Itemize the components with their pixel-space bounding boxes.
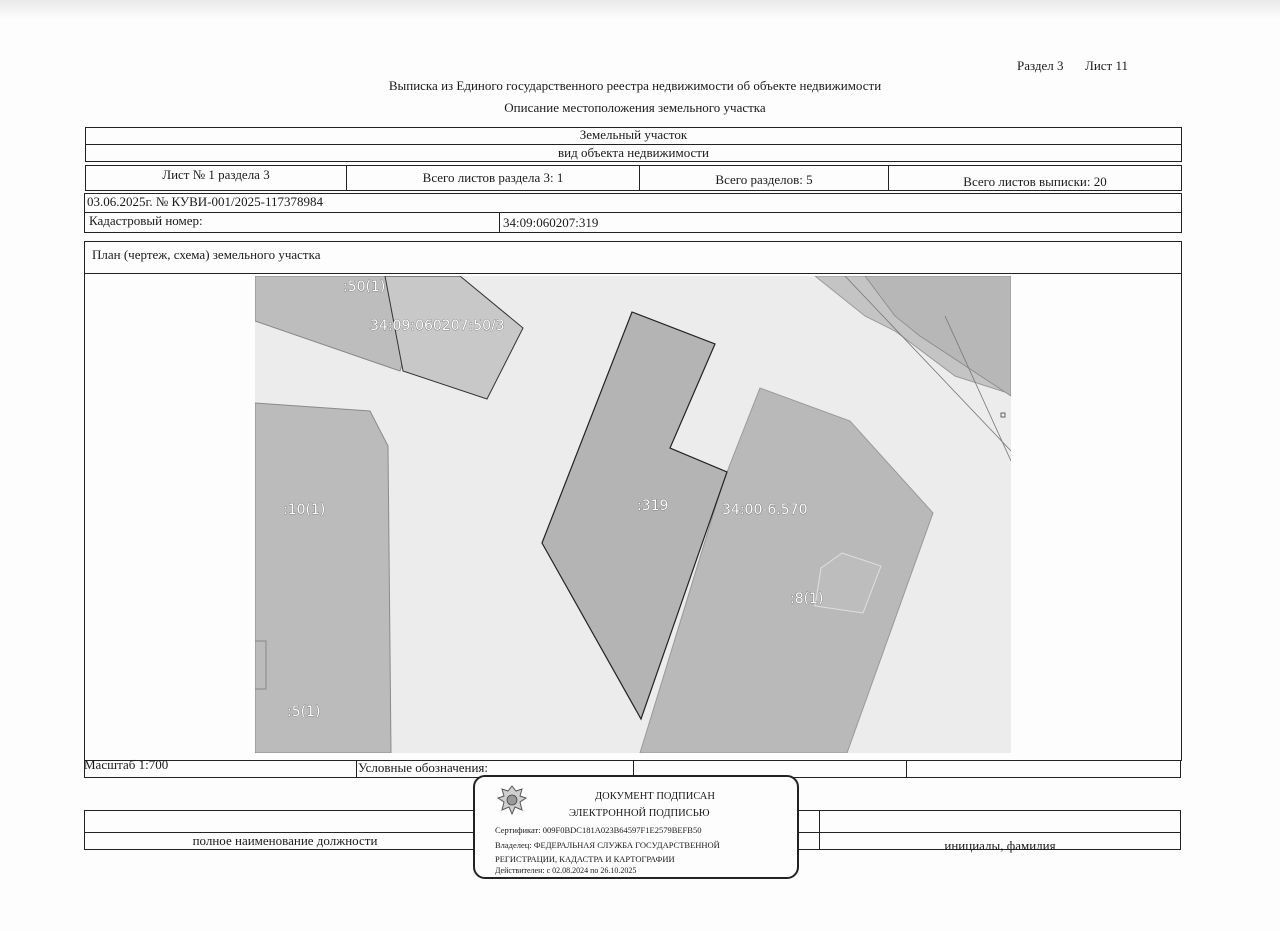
object-type-caption: вид объекта недвижимости xyxy=(558,145,709,160)
label-parcel-50-full: 34:09:060207:50/3 xyxy=(370,318,505,334)
label-zone: 34:00-6.570 xyxy=(722,502,808,518)
scan-edge xyxy=(0,0,1280,20)
sheet-number: Лист № 1 раздела 3 xyxy=(162,167,270,182)
label-parcel-10: :10(1) xyxy=(283,502,326,518)
position-caption: полное наименование должности xyxy=(192,833,378,848)
stamp-line2: ЭЛЕКТРОННОЙ ПОДПИСЬЮ xyxy=(569,808,710,819)
stamp-validity: Действителен: с 02.08.2024 по 26.10.2025 xyxy=(495,866,637,875)
stamp-certificate: Сертификат: 009F0BDC181A023B64597F1E2579BEFB50 xyxy=(495,825,702,835)
label-parcel-5: :5(1) xyxy=(287,704,321,720)
legend-label: Условные обозначения: xyxy=(358,760,489,775)
object-type-value: Земельный участок xyxy=(579,127,688,142)
record-date-number: 03.06.2025г. № КУВИ-001/2025-117378984 xyxy=(87,194,323,209)
scale-label: Масштаб 1:700 xyxy=(84,757,169,772)
cadastral-label: Кадастровый номер: xyxy=(89,213,203,228)
section-label: Раздел 3 xyxy=(1017,58,1064,73)
label-parcel-8: :8(1) xyxy=(790,591,824,607)
sheets-in-section: Всего листов раздела 3: 1 xyxy=(422,170,564,185)
stamp-line1: ДОКУМЕНТ ПОДПИСАН xyxy=(595,791,715,802)
document-subtitle: Описание местоположения земельного участка xyxy=(504,100,766,115)
cadastral-value: 34:09:060207:319 xyxy=(503,215,599,230)
total-sections: Всего разделов: 5 xyxy=(715,172,813,187)
sheet-info-row xyxy=(85,165,1182,191)
label-parcel-50: :50(1) xyxy=(343,279,386,295)
document-title: Выписка из Единого государственного реестра недвижимости об объекте недвижимости xyxy=(388,78,882,93)
cadastral-map xyxy=(255,276,1011,753)
stamp-owner-line2: РЕГИСТРАЦИИ, КАДАСТРА И КАРТОГРАФИИ xyxy=(495,854,675,864)
stamp-owner-line1: Владелец: ФЕДЕРАЛЬНАЯ СЛУЖБА ГОСУДАРСТВЕННОЙ xyxy=(495,840,720,850)
e-signature-stamp xyxy=(473,775,799,879)
coat-of-arms-icon xyxy=(495,783,529,817)
sheet-label: Лист 11 xyxy=(1085,58,1128,73)
name-caption: инициалы, фамилия xyxy=(944,838,1056,853)
record-box xyxy=(84,193,1182,233)
total-sheets: Всего листов выписки: 20 xyxy=(963,174,1107,189)
map-drawing xyxy=(255,276,1011,753)
label-parcel-319: :319 xyxy=(637,498,669,514)
plan-title: План (чертеж, схема) земельного участка xyxy=(92,247,321,262)
object-type-box xyxy=(85,127,1182,162)
parcel-10-shape xyxy=(255,403,391,753)
